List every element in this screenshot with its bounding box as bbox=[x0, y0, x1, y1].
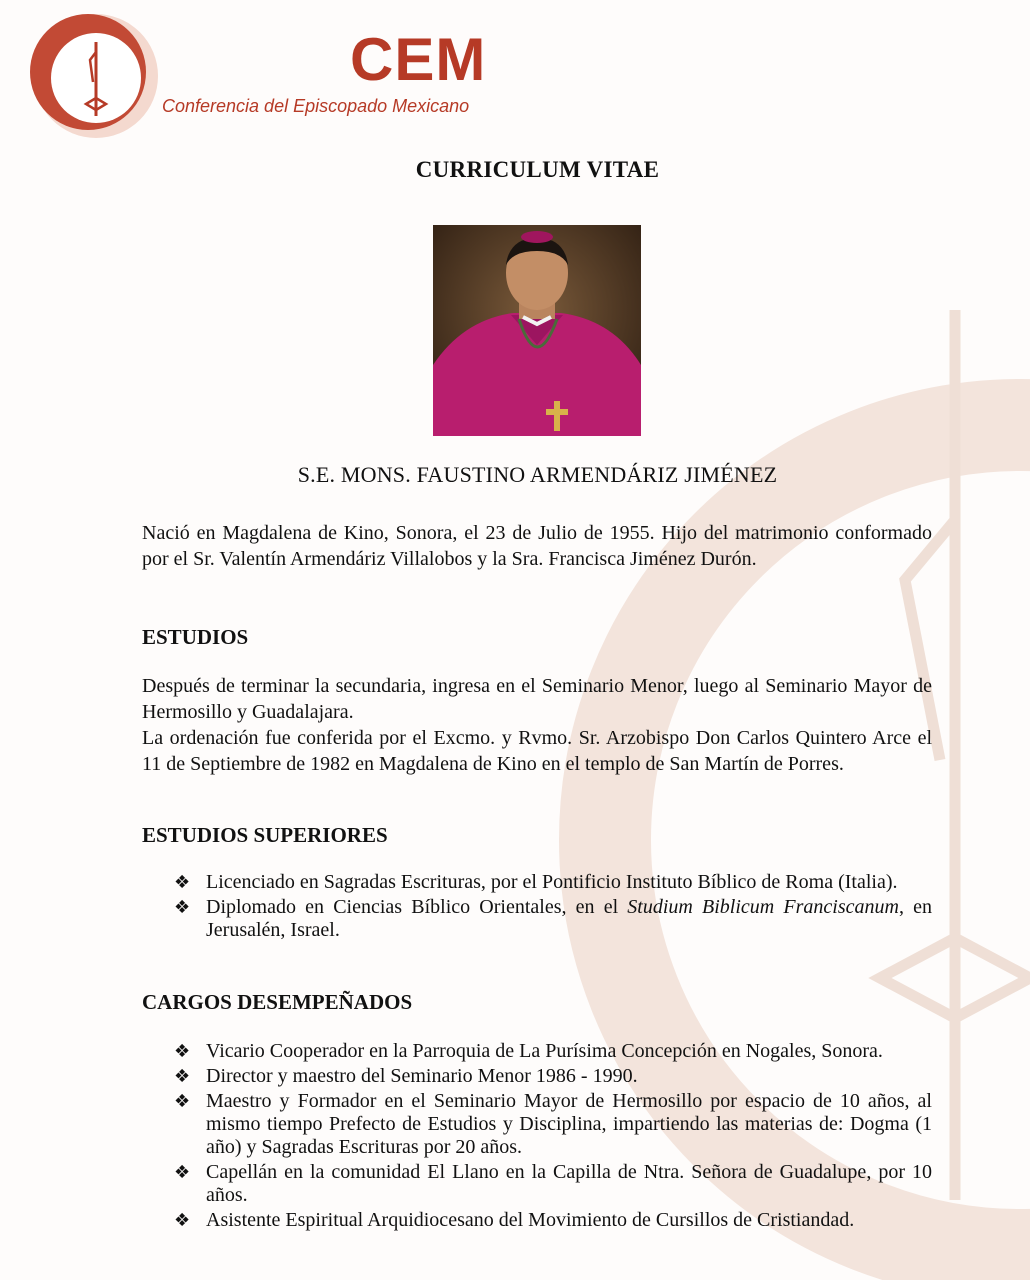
list-item bbox=[142, 896, 932, 942]
logo-organization-name: Conferencia del Episcopado Mexicano bbox=[162, 96, 470, 116]
list-item-text: Director y maestro del Seminario Menor 1986 - 1990. bbox=[206, 1065, 638, 1087]
document-title: CURRICULUM VITAE bbox=[415, 157, 660, 182]
person-name: S.E. MONS. FAUSTINO ARMENDÁRIZ JIMÉNEZ bbox=[297, 462, 778, 487]
diamond-bullet-icon: ❖ bbox=[174, 897, 191, 918]
cem-logo bbox=[22, 4, 487, 144]
diamond-bullet-icon: ❖ bbox=[174, 1091, 191, 1112]
diamond-bullet-icon: ❖ bbox=[174, 1041, 191, 1062]
section-heading-cargos: CARGOS DESEMPEÑADOS bbox=[142, 990, 413, 1014]
estudios-paragraph-2: La ordenación fue conferida por el Excmo. y Rvmo. Sr. Arzobispo Don Carlos Quintero Arce el 11 de Septiembre de 1982 en Magdalena de Kino en el templo de San Martín de Porres. bbox=[142, 727, 932, 775]
estudios-paragraph-1: Después de terminar la secundaria, ingresa en el Seminario Menor, luego al Seminario Mayor de Hermosillo y Guadalajara. bbox=[142, 675, 932, 723]
list-item bbox=[142, 1161, 932, 1207]
diamond-bullet-icon: ❖ bbox=[174, 1066, 191, 1087]
list-item-text: Asistente Espiritual Arquidiocesano del Movimiento de Cursillos de Cristiandad. bbox=[206, 1209, 855, 1231]
list-item bbox=[142, 1209, 932, 1232]
list-item-text: Vicario Cooperador en la Parroquia de La Purísima Concepción en Nogales, Sonora. bbox=[206, 1040, 883, 1062]
list-item bbox=[142, 1065, 932, 1088]
list-item bbox=[142, 871, 932, 894]
list-item-text-italic: Studium Biblicum Franciscanum bbox=[627, 896, 899, 918]
portrait-photo bbox=[433, 225, 641, 436]
section-heading-estudios: ESTUDIOS bbox=[142, 625, 249, 649]
list-item-text-before: Diplomado en Ciencias Bíblico Orientales, en el bbox=[206, 896, 628, 918]
list-item bbox=[142, 1040, 932, 1063]
list-item-text: Maestro y Formador en el Seminario Mayor de Hermosillo por espacio de 10 años, al mismo tiempo Prefecto de Estudios y Disciplina, impartiendo las materias de: Dogma (1 año) y Sagradas Escrituras por 20 años. bbox=[206, 1090, 932, 1158]
list-item-text-after: , en Jerusalén, Israel. bbox=[206, 896, 932, 941]
cem-emblem-icon bbox=[22, 4, 172, 149]
section-heading-estudios-superiores: ESTUDIOS SUPERIORES bbox=[142, 823, 388, 847]
estudios-superiores-list bbox=[142, 871, 932, 944]
diamond-bullet-icon: ❖ bbox=[174, 1210, 191, 1231]
logo-acronym: CEM bbox=[350, 26, 487, 93]
intro-paragraph: Nació en Magdalena de Kino, Sonora, el 23 de Julio de 1955. Hijo del matrimonio conformado por el Sr. Valentín Armendáriz Villalobos y la Sra. Francisca Jiménez Durón. bbox=[142, 522, 932, 570]
list-item bbox=[142, 1090, 932, 1159]
list-item-text: Capellán en la comunidad El Llano en la Capilla de Ntra. Señora de Guadalupe, por 10 años. bbox=[206, 1161, 932, 1206]
diamond-bullet-icon: ❖ bbox=[174, 872, 191, 893]
diamond-bullet-icon: ❖ bbox=[174, 1162, 191, 1183]
list-item-text: Licenciado en Sagradas Escrituras, por el Pontificio Instituto Bíblico de Roma (Italia). bbox=[206, 871, 898, 893]
cargos-list bbox=[142, 1040, 932, 1234]
